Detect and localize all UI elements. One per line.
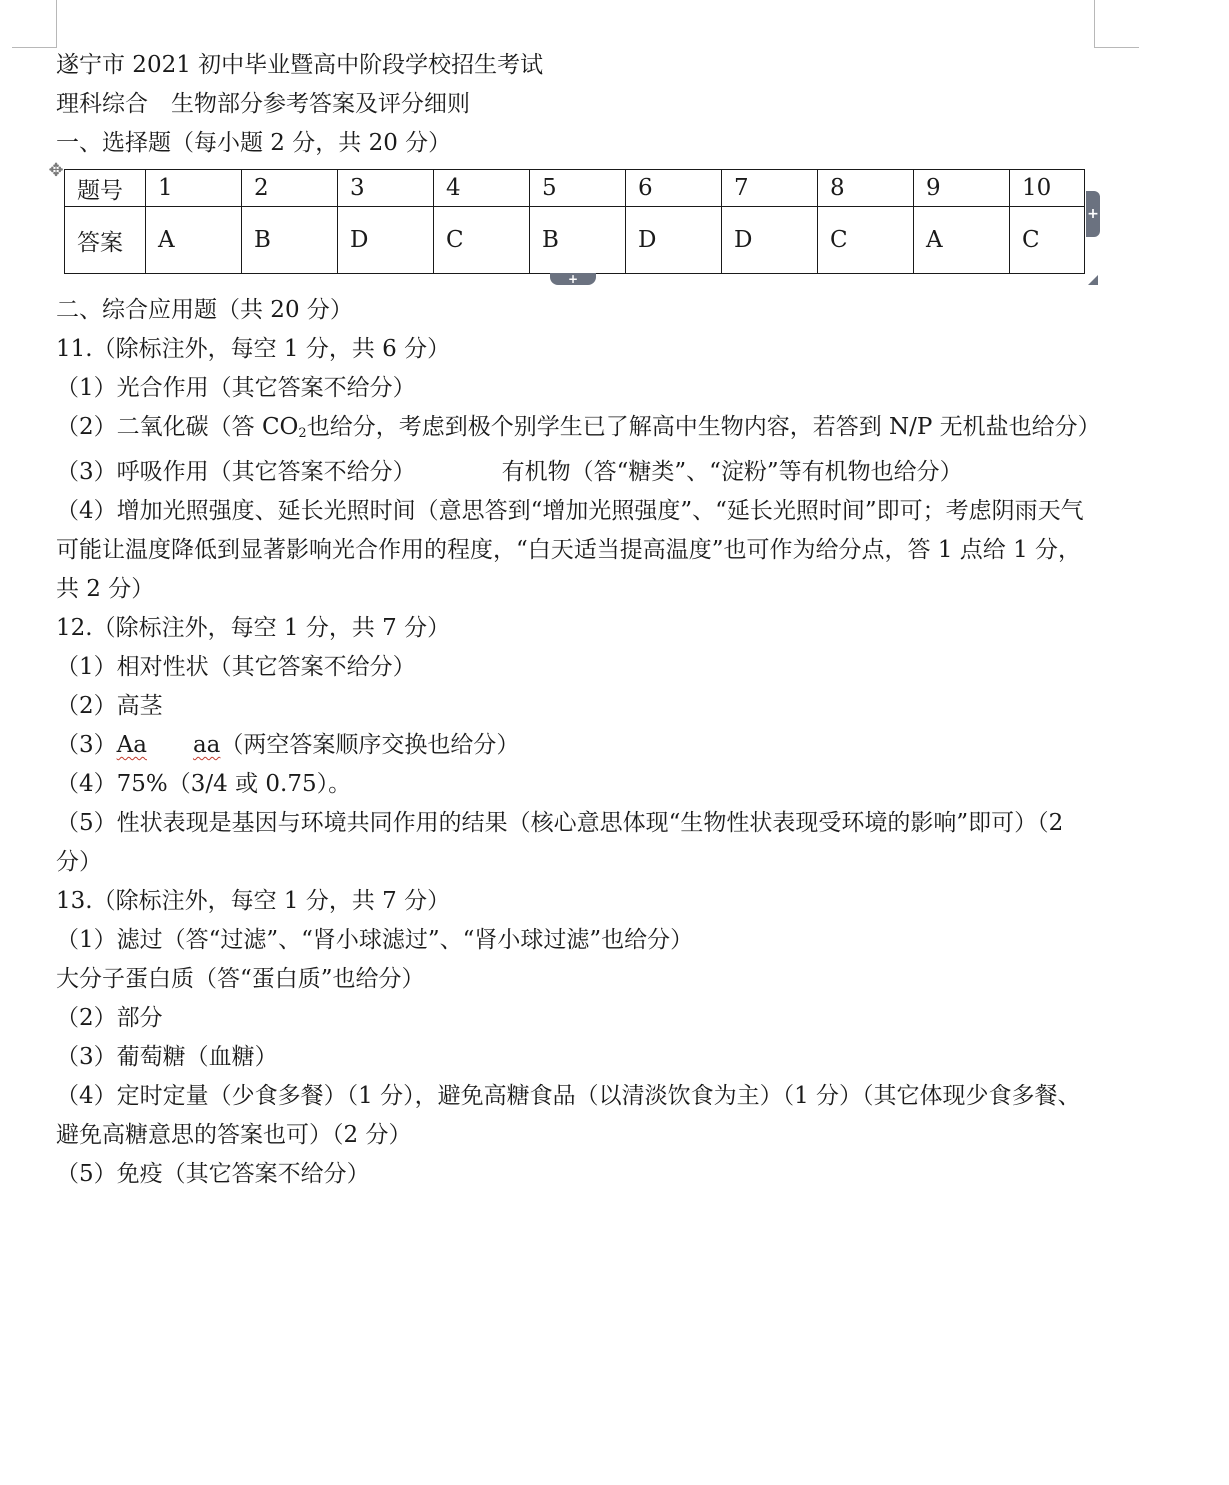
q13-answer-4: （4）定时定量（少食多餐）（1 分），避免高糖食品（以清淡饮食为主）（1 分）（其它体现少食多餐、避免高糖意思的答案也可）（2 分） <box>56 1083 1081 1148</box>
q13-answer-1b: 大分子蛋白质（答“蛋白质”也给分） <box>56 966 425 992</box>
table-cell-answer: D <box>722 207 818 274</box>
table-cell-number: 1 <box>146 170 242 207</box>
q12-answer-3-gene1: Aa <box>116 732 147 758</box>
table-cell-answer: C <box>1010 207 1085 274</box>
document-subtitle: 理科综合 生物部分参考答案及评分细则 <box>56 91 470 117</box>
table-cell-answer: D <box>626 207 722 274</box>
q11-answer-2 <box>56 408 1101 453</box>
q11-answer-1: （1）光合作用（其它答案不给分） <box>56 375 416 401</box>
document-title: 遂宁市 2021 初中毕业暨高中阶段学校招生考试 <box>56 52 544 78</box>
q12-answer-1: （1）相对性状（其它答案不给分） <box>56 654 416 680</box>
q12-answer-3-prefix: （3） <box>56 732 117 758</box>
q12-answer-5: （5）性状表现是基因与环境共同作用的结果（核心意思体现“生物性状表现受环境的影响”即可）（2 分） <box>56 810 1064 875</box>
q11-answer-3 <box>56 453 1101 492</box>
q11-answer-2-text-a: （2）二氧化碳（答 CO <box>56 414 299 440</box>
table-resize-handle-icon[interactable] <box>1088 275 1098 285</box>
table-row-answers <box>65 207 1085 274</box>
table-cell-answer: A <box>914 207 1010 274</box>
q12-answer-3-gene2: aa <box>192 732 221 758</box>
table-cell-answer: B <box>242 207 338 274</box>
table-cell-number: 5 <box>530 170 626 207</box>
table-cell-answer: A <box>146 207 242 274</box>
table-cell-answer: C <box>818 207 914 274</box>
table-cell-number: 3 <box>338 170 434 207</box>
table-cell-number: 2 <box>242 170 338 207</box>
q12-answer-3-note: （两空答案顺序交换也给分） <box>220 732 520 758</box>
page-corner-mark-top-right <box>1094 0 1139 48</box>
q11-answer-3-part1: （3）呼吸作用（其它答案不给分） <box>56 459 416 485</box>
table-answer-label: 答案 <box>65 207 146 274</box>
q13-answer-1: （1）滤过（答“过滤”、“肾小球滤过”、“肾小球过滤”也给分） <box>56 927 694 953</box>
q11-answer-2-text-b: 也给分，考虑到极个别学生已了解高中生物内容，若答到 N/P 无机盐也给分） <box>306 414 1101 440</box>
add-column-icon[interactable]: + <box>1086 191 1100 237</box>
section2-heading: 二、综合应用题（共 20 分） <box>56 297 353 323</box>
q12-answer-2: （2）高茎 <box>56 693 163 719</box>
table-cell-answer: B <box>530 207 626 274</box>
q12-answer-4: （4）75%（3/4 或 0.75）。 <box>56 771 352 797</box>
table-cell-answer: D <box>338 207 434 274</box>
q12-answer-3 <box>56 726 1101 765</box>
table-cell-number: 4 <box>434 170 530 207</box>
table-move-handle-icon[interactable]: ✥ <box>48 160 64 181</box>
table-cell-number: 10 <box>1010 170 1085 207</box>
q11-answer-4: （4）增加光照强度、延长光照时间（意思答到“增加光照强度”、“延长光照时间”即可；考虑阴雨天气可能让温度降低到显著影响光合作用的程度，“白天适当提高温度”也可作为给分点，答 1 点给 1 分，共 2 分） <box>56 498 1084 602</box>
q13-answer-5: （5）免疫（其它答案不给分） <box>56 1161 370 1187</box>
answer-table <box>64 169 1085 274</box>
page-corner-mark-top-left <box>12 0 57 48</box>
q13-title: 13.（除标注外，每空 1 分，共 7 分） <box>56 888 451 914</box>
answer-table-container <box>48 160 1101 291</box>
add-row-icon[interactable]: + <box>550 273 596 285</box>
q12-title: 12.（除标注外，每空 1 分，共 7 分） <box>56 615 451 641</box>
table-cell-number: 9 <box>914 170 1010 207</box>
table-cell-number: 6 <box>626 170 722 207</box>
table-cell-answer: C <box>434 207 530 274</box>
q11-answer-3-part2: 有机物（答“糖类”、“淀粉”等有机物也给分） <box>501 459 963 485</box>
table-cell-number: 7 <box>722 170 818 207</box>
q13-answer-3: （3）葡萄糖（血糖） <box>56 1044 278 1070</box>
q11-title: 11.（除标注外，每空 1 分，共 6 分） <box>56 336 451 362</box>
document-page <box>48 46 1101 1194</box>
q13-answer-2: （2）部分 <box>56 1005 163 1031</box>
table-cell-number: 8 <box>818 170 914 207</box>
section1-heading: 一、选择题（每小题 2 分，共 20 分） <box>56 130 452 156</box>
table-header-label: 题号 <box>65 170 146 207</box>
q11-answer-2-subscript: 2 <box>298 426 307 441</box>
table-row-question-numbers <box>65 170 1085 207</box>
